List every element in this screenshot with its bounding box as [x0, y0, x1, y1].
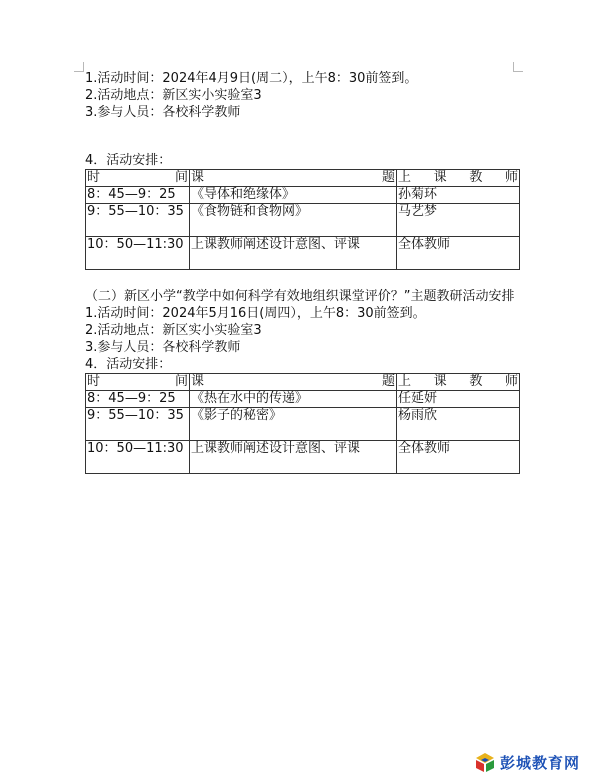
s1-time-line: 1.活动时间：2024年4月9日(周二），上午8：30前签到。	[85, 71, 418, 86]
document-body	[85, 70, 525, 474]
margin-corner-top-left	[74, 62, 84, 72]
cell-topic: 上课教师阐述设计意图、评课	[190, 441, 397, 474]
s1-schedule-label: 4．活动安排：	[85, 153, 172, 168]
table-header-row	[86, 374, 520, 391]
s1-people-line: 3.参与人员：各校科学教师	[85, 105, 241, 120]
cell-time: 8：45—9：25	[86, 391, 190, 408]
s2-people-line: 3.参与人员：各校科学教师	[85, 340, 241, 355]
header-teacher: 上课教师	[398, 374, 518, 389]
header-topic: 课题	[191, 374, 395, 389]
table-row	[86, 441, 520, 474]
header-time: 时间	[87, 374, 188, 389]
s2-schedule-label: 4．活动安排：	[85, 357, 172, 372]
cell-teacher: 全体教师	[397, 441, 520, 474]
cell-teacher: 马艺梦	[397, 204, 520, 237]
header-time: 时间	[87, 170, 188, 185]
s1-place-line: 2.活动地点：新区实小实验室3	[85, 88, 262, 103]
cell-teacher: 任延妍	[397, 391, 520, 408]
s2-schedule-table	[85, 373, 520, 474]
table-header-row	[86, 170, 520, 187]
s1-schedule-table	[85, 169, 520, 270]
watermark-text: 彭城教育网	[500, 753, 581, 772]
cell-topic: 《导体和绝缘体》	[190, 187, 397, 204]
table-row	[86, 204, 520, 237]
table-row	[86, 237, 520, 270]
header-topic: 课题	[191, 170, 395, 185]
cell-time: 10：50—11:30	[86, 237, 190, 270]
table-row	[86, 408, 520, 441]
table-row	[86, 391, 520, 408]
cell-time: 9：55—10：35	[86, 408, 190, 441]
watermark-logo	[474, 749, 594, 775]
cell-topic: 《热在水中的传递》	[190, 391, 397, 408]
s2-title: （二）新区小学“教学中如何科学有效地组织课堂评价？”主题教研活动安排	[85, 289, 515, 304]
cell-topic: 上课教师阐述设计意图、评课	[190, 237, 397, 270]
cell-time: 10：50—11:30	[86, 441, 190, 474]
s2-place-line: 2.活动地点：新区实小实验室3	[85, 323, 262, 338]
book-icon	[474, 751, 496, 773]
cell-time: 8：45—9：25	[86, 187, 190, 204]
cell-time: 9：55—10：35	[86, 204, 190, 237]
cell-teacher: 全体教师	[397, 237, 520, 270]
header-teacher: 上课教师	[398, 170, 518, 185]
table-row	[86, 187, 520, 204]
cell-teacher: 杨雨欣	[397, 408, 520, 441]
cell-topic: 《影子的秘密》	[190, 408, 397, 441]
cell-topic: 《食物链和食物网》	[190, 204, 397, 237]
cell-teacher: 孙菊环	[397, 187, 520, 204]
s2-time-line: 1.活动时间：2024年5月16日(周四），上午8：30前签到。	[85, 306, 426, 321]
